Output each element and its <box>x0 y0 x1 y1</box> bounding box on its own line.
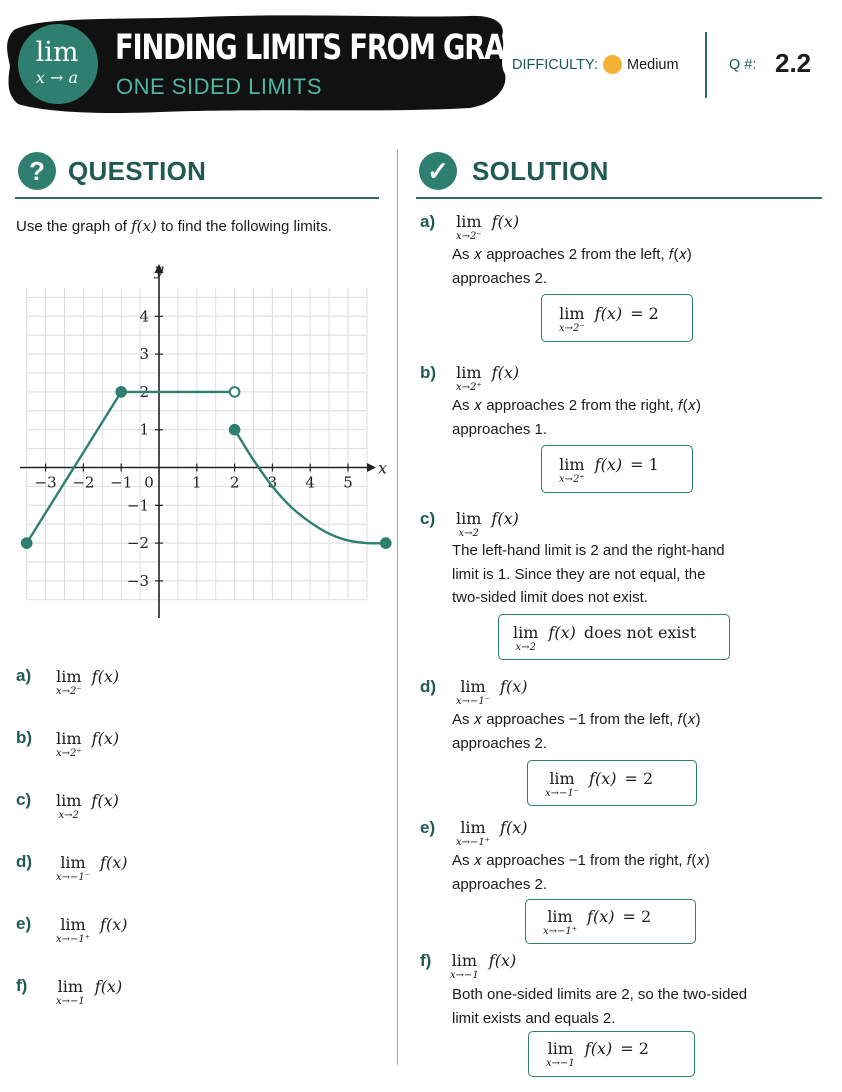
function-notation: f(x) <box>491 509 519 528</box>
solution-part-label: e) <box>420 818 436 837</box>
function-notation: f(x) <box>548 623 576 642</box>
open-point <box>230 387 240 397</box>
limit-expression <box>456 510 519 540</box>
limit-expression <box>559 456 659 486</box>
solution-explanation-line: As 𝑥 approaches −1 from the right, 𝑓(𝑥) <box>452 852 710 869</box>
solution-part-label: b) <box>420 363 437 382</box>
function-notation: f(x) <box>500 677 528 696</box>
question-prompt: Use the graph of f(x) to find the following limits. <box>16 217 332 235</box>
y-tick-label: −3 <box>126 571 149 590</box>
limit-word: lim <box>460 677 486 696</box>
question-part-label: c) <box>16 790 32 809</box>
limit-answer: = 2 <box>630 304 659 323</box>
question-part-label: a) <box>16 666 32 685</box>
limit-subscript: x→−1⁺ <box>456 837 491 848</box>
limit-word: lim <box>57 977 84 996</box>
x-tick-label: 0 <box>144 473 154 492</box>
page-subtitle: ONE SIDED LIMITS <box>116 74 323 99</box>
limit-subscript: x→−1⁺ <box>543 926 578 937</box>
difficulty-value: Medium <box>627 57 679 73</box>
limit-word: lim <box>56 729 82 748</box>
limit-expression <box>450 952 516 982</box>
limit-word: lim <box>60 853 86 872</box>
limit-answer: = 2 <box>624 769 654 788</box>
function-notation: f(x) <box>100 915 128 934</box>
solution-explanation-line: limit exists and equals 2. <box>452 1009 616 1027</box>
limit-word: lim <box>460 818 486 837</box>
logo-sub-text: x → a <box>35 68 79 87</box>
question-heading: QUESTION <box>68 156 207 186</box>
limit-expression <box>543 908 651 938</box>
limit-word: lim <box>559 455 585 474</box>
function-notation: f(x) <box>587 907 615 926</box>
solution-explanation-line: Both one-sided limits are 2, so the two-sided <box>452 986 748 1003</box>
y-tick-label: 3 <box>139 345 149 364</box>
limit-subscript: x→−1⁻ <box>56 872 91 883</box>
question-part-label: f) <box>16 976 28 995</box>
solution-part-label: f) <box>420 951 432 970</box>
solution-part-label: c) <box>420 509 436 528</box>
function-notation: f(x) <box>100 853 128 872</box>
limit-expression <box>56 730 119 760</box>
x-tick-label: 2 <box>229 473 240 492</box>
solution-explanation-line: As 𝑥 approaches −1 from the left, 𝑓(𝑥) <box>452 711 701 728</box>
x-tick-label: −2 <box>72 473 95 492</box>
solution-explanation-line: The left-hand limit is 2 and the right-hand <box>452 542 725 559</box>
function-notation: f(x) <box>584 1039 613 1058</box>
column-divider <box>397 150 398 1065</box>
x-tick-label: −1 <box>110 473 133 492</box>
limit-subscript: x→2⁺ <box>559 474 585 485</box>
solution-part-label: d) <box>420 677 437 696</box>
solution-explanation-line: As 𝑥 approaches 2 from the left, 𝑓(𝑥) <box>452 246 692 263</box>
function-notation: f(x) <box>94 977 123 996</box>
limit-word: lim <box>456 212 482 231</box>
function-notation: f(x) <box>491 363 520 382</box>
y-tick-label: −1 <box>126 496 149 515</box>
y-tick-label: −2 <box>126 534 149 553</box>
limit-expression <box>513 624 696 654</box>
limit-subscript: x→2⁺ <box>456 382 482 393</box>
y-tick-label: 2 <box>139 382 149 401</box>
limit-subscript: x→2 <box>458 528 479 539</box>
limit-subscript: x→−1 <box>546 1058 575 1069</box>
limit-expression <box>456 678 527 708</box>
limit-subscript: x→−1⁻ <box>456 696 491 707</box>
limit-subscript: x→2 <box>58 810 79 821</box>
closed-point <box>381 538 391 548</box>
question-part-label: d) <box>16 852 33 871</box>
function-notation: f(x) <box>594 455 623 474</box>
x-tick-label: 3 <box>267 473 278 492</box>
limit-word: lim <box>547 1039 574 1058</box>
question-part-label: e) <box>16 914 32 933</box>
x-axis-arrow <box>367 463 376 472</box>
limit-expression <box>56 792 119 822</box>
x-axis-label: x <box>378 458 388 478</box>
solution-explanation-line: approaches 2. <box>452 734 548 752</box>
limit-expression <box>56 916 127 946</box>
function-notation: f(x) <box>91 729 120 748</box>
solution-explanation-line: approaches 2. <box>452 875 548 893</box>
x-tick-label: 1 <box>192 473 202 492</box>
function-notation: f(x) <box>91 791 119 810</box>
limit-word: lim <box>513 623 539 642</box>
limit-answer: does not exist <box>583 623 697 642</box>
limit-answer: = 2 <box>622 907 652 926</box>
solution-part-label: a) <box>420 212 436 231</box>
limit-expression <box>456 364 519 394</box>
limit-word: lim <box>56 667 82 686</box>
closed-point <box>116 387 126 397</box>
function-notation: f(x) <box>589 769 617 788</box>
limit-answer: = 1 <box>630 455 659 474</box>
limit-expression <box>545 770 653 800</box>
limit-word: lim <box>559 304 585 323</box>
solution-check-icon: ✓ <box>419 152 457 190</box>
limit-subscript: x→−1⁻ <box>545 788 580 799</box>
logo-lim-text: lim <box>35 37 79 68</box>
solution-heading: SOLUTION <box>472 156 609 186</box>
solution-explanation-line: approaches 1. <box>452 420 548 438</box>
solution-explanation-line: two-sided limit does not exist. <box>452 589 648 606</box>
function-notation: f(x) <box>594 304 623 323</box>
limit-word: lim <box>451 951 478 970</box>
solution-explanation-line: As 𝑥 approaches 2 from the right, 𝑓(𝑥) <box>452 397 701 414</box>
limit-subscript: x→2⁺ <box>56 748 82 759</box>
limit-subscript: x→−1⁺ <box>56 934 91 945</box>
limit-word: lim <box>547 907 573 926</box>
limit-word: lim <box>456 509 482 528</box>
limit-expression <box>456 819 527 849</box>
question-part-label: b) <box>16 728 33 747</box>
y-tick-label: 1 <box>139 420 149 439</box>
function-graph <box>0 250 395 635</box>
header-divider <box>705 32 707 98</box>
question-rule <box>15 197 379 199</box>
limit-expression <box>56 668 119 698</box>
limit-word: lim <box>549 769 575 788</box>
difficulty-label: DIFFICULTY: <box>512 57 598 73</box>
function-notation: f(x) <box>91 667 120 686</box>
x-tick-label: 4 <box>305 473 315 492</box>
closed-point <box>22 538 32 548</box>
function-notation: f(x) <box>488 951 517 970</box>
limit-word: lim <box>60 915 86 934</box>
limit-subscript: x→2⁻ <box>559 323 585 334</box>
limit-subscript: x→2⁻ <box>456 231 482 242</box>
limit-word: lim <box>456 363 482 382</box>
limit-subscript: x→−1 <box>450 970 479 981</box>
solution-explanation-line: approaches 2. <box>452 269 548 287</box>
function-notation: f(x) <box>491 212 520 231</box>
difficulty-dot-icon <box>603 55 622 74</box>
x-tick-label: −3 <box>34 473 57 492</box>
page-title: FINDING LIMITS FROM GRAPH <box>115 28 545 68</box>
limit-answer: = 2 <box>620 1039 649 1058</box>
limit-subscript: x→2 <box>515 642 536 653</box>
y-axis-label: y <box>154 260 164 279</box>
limit-expression <box>546 1040 649 1070</box>
limit-subscript: x→2⁻ <box>56 686 82 697</box>
question-number: 2.2 <box>775 48 812 78</box>
limit-expression <box>56 978 122 1008</box>
question-number-label: Q #: <box>729 57 757 73</box>
limit-expression <box>56 854 127 884</box>
limit-expression <box>456 213 519 243</box>
closed-point <box>230 425 240 435</box>
solution-explanation-line: limit is 1. Since they are not equal, the <box>452 565 706 583</box>
limit-subscript: x→−1 <box>56 996 85 1007</box>
limit-word: lim <box>56 791 82 810</box>
y-tick-label: 4 <box>139 307 149 326</box>
function-notation: f(x) <box>500 818 528 837</box>
question-badge-icon: ? <box>18 152 56 190</box>
solution-rule <box>416 197 822 199</box>
x-tick-label: 5 <box>343 473 353 492</box>
limit-expression <box>559 305 659 335</box>
